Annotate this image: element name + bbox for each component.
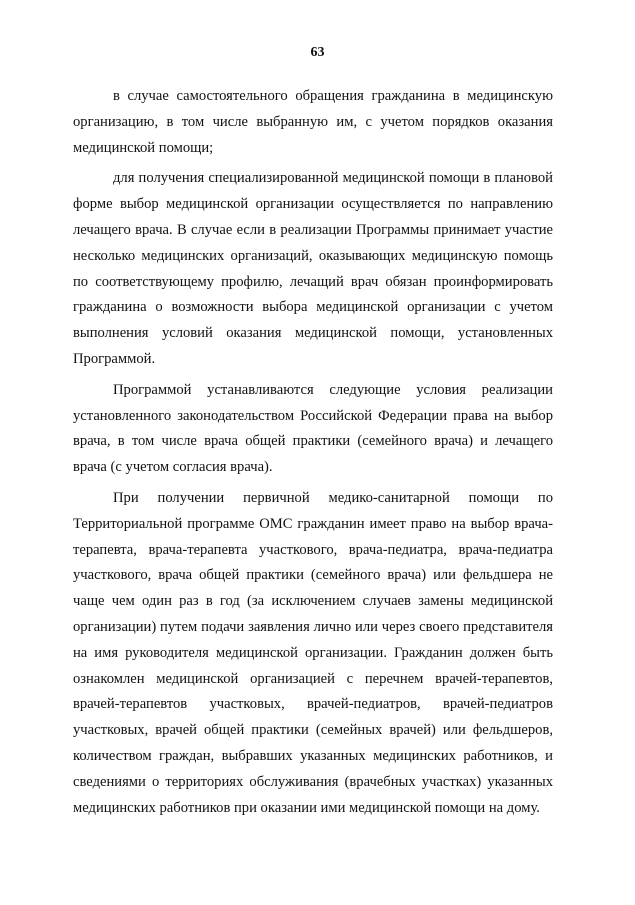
paragraph-specialized-care: для получения специализированной медицинской помощи в плановой форме выбор медицинской организации осуществляется по направлению лечащего врача. В случае если в реализации Программы принимает участие несколько медицинских организаций, оказывающих медицинскую помощь по соответствующему профилю, лечащий врач обязан проинформировать гражданина о возможности выбора медицинской организации с учетом выполнения условий оказания медицинской помощи, установленных Программой. xyxy=(73,170,553,367)
page-number: 63 xyxy=(310,45,325,60)
paragraph-primary-care-choice: При получении первичной медико-санитарной помощи по Территориальной программе ОМС гражданин имеет право на выбор врача-терапевта, врача-терапевта участкового, врача-педиатра, врача-педиатра участкового, врача общей практики (семейного врача) или фельдшера не чаще чем один раз в год (за исключением случаев замены медицинской организации) путем подачи заявления лично или через своего представителя на имя руководителя медицинской организации. Гражданин должен быть ознакомлен медицинской организацией с перечнем врачей-терапевтов, врачей-терапевтов участковых, врачей-педиатров, врачей-педиатров участковых, врачей общей практики (семейных врачей) или фельдшеров, количеством граждан, выбравших указанных медицинских работников, и сведениями о территориях обслуживания (врачебных участках) указанных медицинских работников при оказании ими медицинской помощи на дому. xyxy=(73,489,553,816)
paragraph-self-referral: в случае самостоятельного обращения гражданина в медицинскую организацию, в том числе выбранную им, с учетом порядков оказания медицинской помощи; xyxy=(73,88,553,156)
document-body xyxy=(73,84,553,826)
paragraph-doctor-choice-conditions: Программой устанавливаются следующие условия реализации установленного законодательством Российской Федерации права на выбор врача, в том числе врача общей практики (семейного врача) и лечащего врача (с учетом согласия врача). xyxy=(73,381,553,476)
